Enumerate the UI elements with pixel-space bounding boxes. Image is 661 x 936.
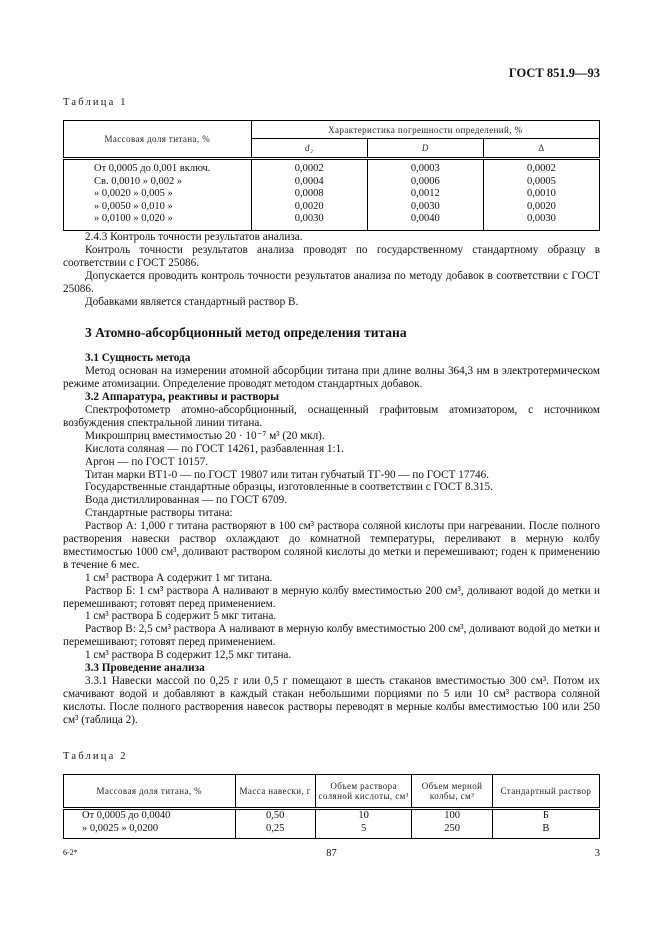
paragraph: 1 см³ раствора Б содержит 5 мкг титана. xyxy=(85,610,277,623)
table-cell: 0,0012 xyxy=(367,188,483,201)
table-row xyxy=(64,188,600,201)
table-row xyxy=(64,201,600,214)
table-cell: 0,0004 xyxy=(251,176,367,189)
table2-header: Масса навески, г xyxy=(235,775,315,809)
section-heading: 3 Атомно-абсорбционный метод определения титана xyxy=(85,325,407,341)
table-cell: 250 xyxy=(412,823,492,839)
table1-header: Характеристика погрешности определений, % xyxy=(251,121,599,139)
text-block xyxy=(63,231,600,727)
paragraph: 1 см³ раствора А содержит 1 мг титана. xyxy=(85,571,273,584)
table-cell: Б xyxy=(492,809,599,823)
table-row xyxy=(64,823,600,839)
table-cell: 0,0030 xyxy=(367,201,483,214)
table-cell: 0,0005 xyxy=(483,176,599,189)
table-row xyxy=(64,809,600,823)
table1-header: Массовая доля титана, % xyxy=(64,121,252,159)
table-cell: 0,0010 xyxy=(483,188,599,201)
paragraph: Вода дистиллированная — по ГОСТ 6709. xyxy=(85,494,288,507)
table-cell: 0,0030 xyxy=(251,213,367,230)
table-cell: 0,25 xyxy=(235,823,315,839)
table1-header: d₂ xyxy=(251,139,367,159)
paragraph: Титан марки ВТ1-0 — по ГОСТ 19807 или титан губчатый ТГ-90 — по ГОСТ 17746. xyxy=(85,468,490,481)
paragraph: Добавками является стандартный раствор В. xyxy=(85,295,299,308)
paragraph: Метод основан на измерении атомной абсорбции титана при длине волны 364,3 нм в электротермическом режиме атомизации. Определение проводят методом стандартных добавок. xyxy=(63,365,600,391)
table2-header: Объем мерной колбы, см³ xyxy=(412,775,492,809)
table-cell: В xyxy=(492,823,599,839)
table-cell: От 0,0005 до 0,0040 xyxy=(64,809,236,823)
subsection-heading: 3.2 Аппаратура, реактивы и растворы xyxy=(85,391,279,404)
paragraph: Раствор Б: 1 см³ раствора А наливают в мерную колбу вместимостью 200 см³, доливают водой до метки и перемешивают; готовят перед применением. xyxy=(63,584,600,610)
footer-left: 6-2* xyxy=(63,848,78,857)
table-row xyxy=(64,176,600,189)
table-cell: » 0,0020 » 0,005 » xyxy=(64,188,252,201)
table1 xyxy=(63,120,600,231)
paragraph: Контроль точности результатов анализа проводят по государственному стандартному образцу в соответствии с ГОСТ 25086. xyxy=(63,243,600,269)
table1-header: Δ xyxy=(483,139,599,159)
table2-header: Массовая доля титана, % xyxy=(64,775,236,809)
subsection-heading: 3.1 Сущность метода xyxy=(85,352,191,365)
paragraph: Аргон — по ГОСТ 10157. xyxy=(85,455,208,468)
paragraph: Стандартные растворы титана: xyxy=(85,507,233,520)
paragraph: Раствор А: 1,000 г титана растворяют в 100 см³ раствора соляной кислоты при нагревании. После полного растворения навески раствор охлаждают до комнатной температуры, переливают в мерную колбу вместимостью 1000 см³, доливают раствором соляной кислоты до метки и перемешивают; годен к применению в течение 6 мес. xyxy=(63,520,600,571)
table-cell: 100 xyxy=(412,809,492,823)
sheet-number: 3 xyxy=(594,848,600,859)
table2-caption: Таблица 2 xyxy=(63,751,128,762)
paragraph: 2.4.3 Контроль точности результатов анализа. xyxy=(85,231,303,243)
table-cell: 0,50 xyxy=(235,809,315,823)
table-cell: 0,0020 xyxy=(483,201,599,214)
table-cell: Св. 0,0010 » 0,002 » xyxy=(64,176,252,189)
table-cell: 0,0020 xyxy=(251,201,367,214)
table-cell: 10 xyxy=(315,809,411,823)
table-row xyxy=(64,159,600,176)
page-number: 87 xyxy=(326,848,337,859)
table-cell: » 0,0100 » 0,020 » xyxy=(64,213,252,230)
table-cell: 0,0040 xyxy=(367,213,483,230)
paragraph: Спектрофотометр атомно-абсорбционный, оснащенный графитовым атомизатором, с источником возбуждения спектральной линии титана. xyxy=(63,403,600,429)
table2 xyxy=(63,774,600,839)
table-cell: » 0,0050 » 0,010 » xyxy=(64,201,252,214)
table-cell: 0,0030 xyxy=(483,213,599,230)
table-row xyxy=(64,213,600,230)
document-header: ГОСТ 851.9—93 xyxy=(508,66,600,80)
subsection-heading: 3.3 Проведение анализа xyxy=(85,662,205,675)
paragraph: Раствор В: 2,5 см³ раствора А наливают в мерную колбу вместимостью 200 см³, доливают водой до метки и перемешивают; готовят перед применением. xyxy=(63,623,600,649)
table2-header: Стандартный раствор xyxy=(492,775,599,809)
paragraph: Государственные стандартные образцы, изготовленные в соответствии с ГОСТ 8.315. xyxy=(85,481,493,494)
table-cell: 5 xyxy=(315,823,411,839)
table-cell: 0,0008 xyxy=(251,188,367,201)
paragraph: Допускается проводить контроль точности результатов анализа по методу добавок в соответствии с ГОСТ 25086. xyxy=(63,269,600,295)
table-cell: 0,0002 xyxy=(483,159,599,176)
table1-header: D xyxy=(367,139,483,159)
table-cell: » 0,0025 » 0,0200 xyxy=(64,823,236,839)
paragraph: 1 см³ раствора В содержит 12,5 мкг титана. xyxy=(85,649,292,662)
table2-header: Объем раствора соляной кислоты, см³ xyxy=(315,775,411,809)
paragraph: Кислота соляная — по ГОСТ 14261, разбавленная 1:1. xyxy=(85,442,344,455)
paragraph: 3.3.1 Навески массой по 0,25 г или 0,5 г помещают в шесть стаканов вместимостью 300 см³. Потом их смачивают водой и добавляют в каждый стакан небольшими порциями по 5 или 10 см³ раствора соляной кислоты. После полного растворения навесок растворы переводят в мерные колбы вместимостью 100 или 250 см³ (таблица 2). xyxy=(63,675,600,726)
paragraph: Микрошприц вместимостью 20 · 10⁻⁷ м³ (20 мкл). xyxy=(85,429,325,442)
table-cell: 0,0002 xyxy=(251,159,367,176)
table1-caption: Таблица 1 xyxy=(63,97,128,108)
table-cell: От 0,0005 до 0,001 включ. xyxy=(64,159,252,176)
table-cell: 0,0006 xyxy=(367,176,483,189)
table-cell: 0,0003 xyxy=(367,159,483,176)
